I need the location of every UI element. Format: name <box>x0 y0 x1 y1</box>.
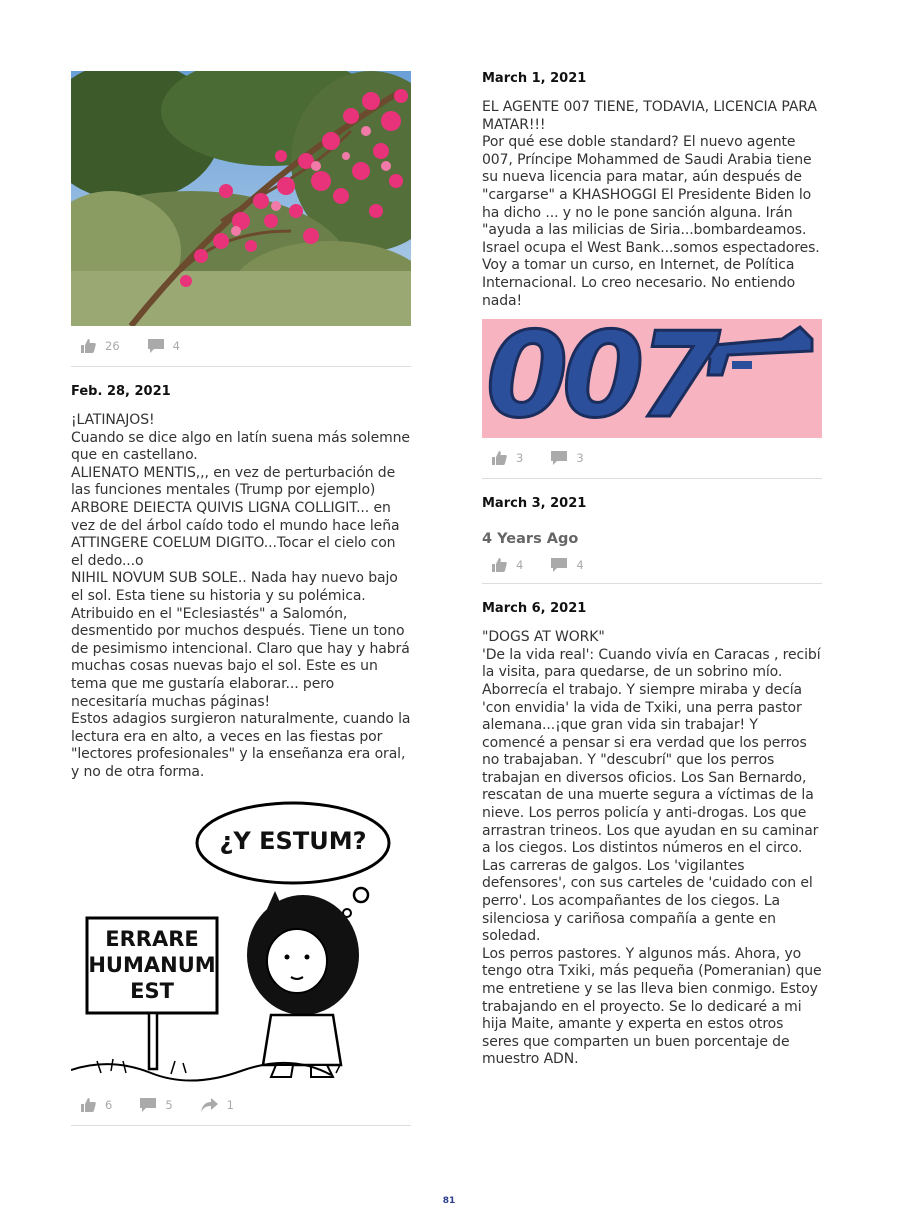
share-arrow-icon <box>201 1098 218 1112</box>
mafalda-cartoon[interactable] <box>71 795 411 1085</box>
blossom-photo[interactable] <box>71 71 411 326</box>
like-count: 6 <box>105 1098 113 1113</box>
like-button[interactable] <box>81 1098 112 1112</box>
memory-heading[interactable]: 4 Years Ago <box>482 531 579 548</box>
thumbs-up-icon <box>81 1098 96 1112</box>
cartoon-thought-text: ¿Y ESTUM? <box>219 827 367 856</box>
post-date: March 3, 2021 <box>482 496 587 512</box>
like-count: 3 <box>516 451 524 466</box>
post-dogs-at-work <box>482 601 822 1069</box>
post-latinajos-stats <box>71 1085 411 1126</box>
comment-button[interactable] <box>551 451 583 465</box>
007-logo-image[interactable] <box>482 319 822 438</box>
post-date: March 1, 2021 <box>482 71 587 86</box>
right-column <box>482 71 822 1069</box>
post-body: ¡LATINAJOS! Cuando se dice algo en latín suena más solemne que en castellano. ALIENATO MENTIS,,, en vez de perturbación de las funciones mentales (Trump por ejemplo) ARBORE DEIECTA QUIVIS LIGNA COLLIGIT... en vez de del árbol caído todo el mundo hace leña ATTINGERE COELUM DIGITO...Tocar el cielo con el dedo...o NIHIL NOVUM SUB SOLE.. Nada hay nuevo bajo el sol. Esta tiene su historia y su polémica. Atribuido en el "Eclesiastés" a Salomón, desmentido por muchos después. Tiene un tono de pesimismo intencional. Claro que hay y habrá muchas cosas nuevas bajo el sol. Este es un tema que me gustaría elaborar... pero necesitaría muchas páginas! Estos adagios surgieron naturalmente, cuando la lectura era en alto, a veces en las fiestas por "lectores profesionales" y la enseñanza era oral, y no de otra forma. <box>71 412 411 780</box>
post-blossom-stats <box>71 326 411 367</box>
comment-count: 4 <box>576 558 584 573</box>
post-date: March 6, 2021 <box>482 601 587 617</box>
thumbs-up-icon <box>492 558 507 572</box>
blossom-photo-graphic <box>71 71 411 326</box>
like-button[interactable] <box>492 558 523 572</box>
comment-icon <box>551 451 567 465</box>
007-logo-text: 007 <box>486 319 715 439</box>
post-4-years-stats <box>482 547 822 584</box>
left-column <box>71 71 411 1126</box>
like-count: 26 <box>105 339 120 353</box>
like-button[interactable] <box>81 339 120 353</box>
thumbs-up-icon <box>492 451 507 465</box>
sign-line-3: EST <box>130 979 174 1004</box>
comment-icon <box>551 558 567 572</box>
comment-icon <box>148 339 164 353</box>
post-body: "DOGS AT WORK" 'De la vida real': Cuando vivía en Caracas , recibí la visita, para quedarse, de un sobrino mío. Aborrecía el trabajo. Y siempre miraba y decía 'con envidia' la vida de Txiki, una perra pastor alemana...¡que gran vida sin trabajar! Y comencé a pensar si era verdad que los perros no trabajaban. Y "descubrí" que los perros trabajan en diversos oficios. Los San Bernardo, rescatan de una muerte segura a víctimas de la nieve. Los perros policía y anti-drogas. Los que arrastran trineos. Los que ayudan en su caminar a los ciegos. Los distintos números en el circo. Las carreras de galgos. Los 'vigilantes defensores', con sus carteles de 'cuidado con el perro'. Los acompañantes de los ciegos. La silenciosa y cariñosa compañía a gente en soledad. Los perros pastores. Y algunos más. Ahora, yo tengo otra Txiki, más pequeña (Pomeranian) que me entretiene y se las lleva bien conmigo. Estoy trabajando en el proyecto. Se lo dedicaré a mi hija Maite, amante y experta en estos otros seres que comparten un buen porcentaje de muestro ADN. <box>482 629 822 1068</box>
post-007-stats <box>482 438 822 479</box>
post-4-years-ago <box>482 496 822 584</box>
comment-count: 4 <box>172 339 180 353</box>
post-body: EL AGENTE 007 TIENE, TODAVIA, LICENCIA PARA MATAR!!! Por qué ese doble standard? El nuevo agente 007, Príncipe Mohammed de Saudi Arabia tiene su nueva licencia para matar, aún después de "cargarse" a KHASHOGGI El Presidente Biden lo ha dicho ... y no le pone sanción alguna. Irán "ayuda a las milicias de Siria...bombardeamos. Israel ocupa el West Bank...somos espectadores. Voy a tomar un curso, en Internet, de Política Internacional. Lo creo necesario. No entiendo nada! <box>482 99 820 309</box>
sign-line-2: HUMANUM <box>88 953 216 978</box>
thumbs-up-icon <box>81 339 96 353</box>
comment-icon <box>140 1098 156 1112</box>
like-count: 4 <box>516 558 524 573</box>
sign-line-1: ERRARE <box>105 927 199 952</box>
page-number: 81 <box>442 1196 456 1206</box>
share-button[interactable] <box>201 1098 234 1112</box>
comment-button[interactable] <box>140 1098 172 1112</box>
comment-button[interactable] <box>551 558 583 572</box>
post-latinajos <box>71 384 411 1126</box>
cartoon-sign <box>87 926 217 1004</box>
comment-count: 5 <box>165 1098 173 1113</box>
post-date: Feb. 28, 2021 <box>71 384 171 399</box>
post-007 <box>482 71 822 479</box>
like-button[interactable] <box>492 451 523 465</box>
comment-button[interactable] <box>148 339 180 353</box>
share-count: 1 <box>226 1098 234 1113</box>
comment-count: 3 <box>576 451 584 466</box>
post-blossom <box>71 71 411 367</box>
